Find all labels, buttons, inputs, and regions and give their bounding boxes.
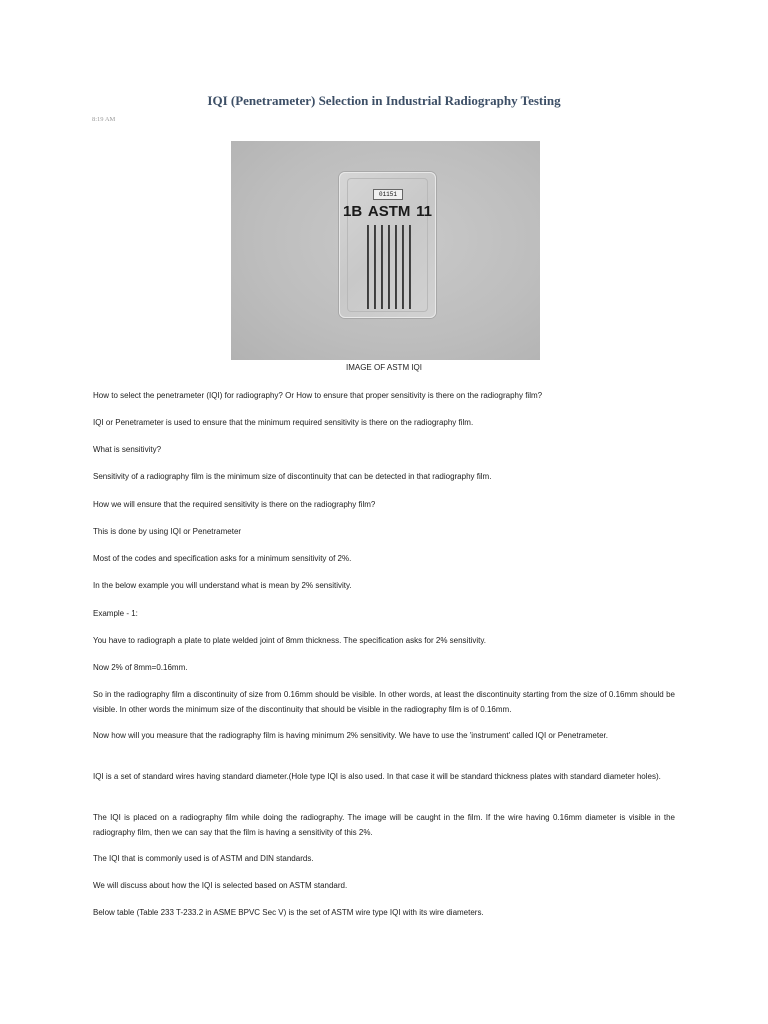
paragraph: How we will ensure that the required sensitivity is there on the radiography film?	[93, 500, 376, 509]
paragraph: Example - 1:	[93, 609, 138, 618]
paragraph: We will discuss about how the IQI is selected based on ASTM standard.	[93, 881, 348, 890]
paragraph: IQI is a set of standard wires having standard diameter.(Hole type IQI is also used. In that case it will be standard thickness plates with standard diameter holes).	[93, 772, 661, 781]
iqi-wire	[381, 225, 383, 309]
iqi-wire	[388, 225, 390, 309]
iqi-wire-mark: 11	[416, 203, 432, 220]
iqi-lead-letters	[343, 203, 432, 220]
paragraph: Now how will you measure that the radiography film is having minimum 2% sensitivity. We have to use the 'instrument' called IQI or Penetrameter.	[93, 731, 608, 740]
astm-iqi-photo	[231, 141, 540, 360]
iqi-wire	[409, 225, 411, 309]
paragraph: Below table (Table 233 T-233.2 in ASME BPVC Sec V) is the set of ASTM wire type IQI with its wire diameters.	[93, 908, 484, 917]
paragraph: You have to radiograph a plate to plate welded joint of 8mm thickness. The specification asks for 2% sensitivity.	[93, 636, 486, 645]
paragraph: How to select the penetrameter (IQI) for radiography? Or How to ensure that proper sensitivity is there on the radiography film?	[93, 391, 543, 400]
iqi-plate	[339, 172, 436, 318]
paragraph: Now 2% of 8mm=0.16mm.	[93, 663, 188, 672]
figure-caption: IMAGE OF ASTM IQI	[345, 363, 422, 372]
paragraph: The IQI that is commonly used is of ASTM and DIN standards.	[93, 854, 314, 863]
paragraph: This is done by using IQI or Penetrameter	[93, 527, 242, 536]
iqi-wires	[365, 225, 411, 309]
iqi-wire	[395, 225, 397, 309]
paragraph: Sensitivity of a radiography film is the minimum size of discontinuity that can be detected in that radiography film.	[93, 472, 492, 481]
paragraph: What is sensitivity?	[93, 445, 162, 454]
iqi-wire	[374, 225, 376, 309]
paragraph: The IQI is placed on a radiography film while doing the radiography. The image will be caught in the film. If the wire having 0.16mm diameter is visible in the radiography film, then we can say that the film is having a sensitivity of this 2%.	[93, 813, 675, 837]
paragraph: Most of the codes and specification asks for a minimum sensitivity of 2%.	[93, 554, 352, 563]
iqi-set-mark: 1B	[343, 203, 363, 220]
iqi-wire	[367, 225, 369, 309]
timestamp: 8:19 AM	[92, 116, 116, 123]
iqi-wire	[402, 225, 404, 309]
iqi-standard-mark: ASTM	[367, 203, 411, 220]
paragraph: IQI or Penetrameter is used to ensure that the minimum required sensitivity is there on the radiography film.	[93, 418, 474, 427]
paragraph: So in the radiography film a discontinuity of size from 0.16mm should be visible. In other words, at least the discontinuity starting from the size of 0.16mm should be visible. In other words the minimum size of the discontinuity that should be visible in the radiography film is of 0.16mm.	[93, 690, 675, 714]
page-title: IQI (Penetrameter) Selection in Industrial Radiography Testing	[207, 93, 561, 108]
iqi-serial-label: 01151	[373, 189, 403, 200]
paragraph: In the below example you will understand what is mean by 2% sensitivity.	[93, 581, 352, 590]
